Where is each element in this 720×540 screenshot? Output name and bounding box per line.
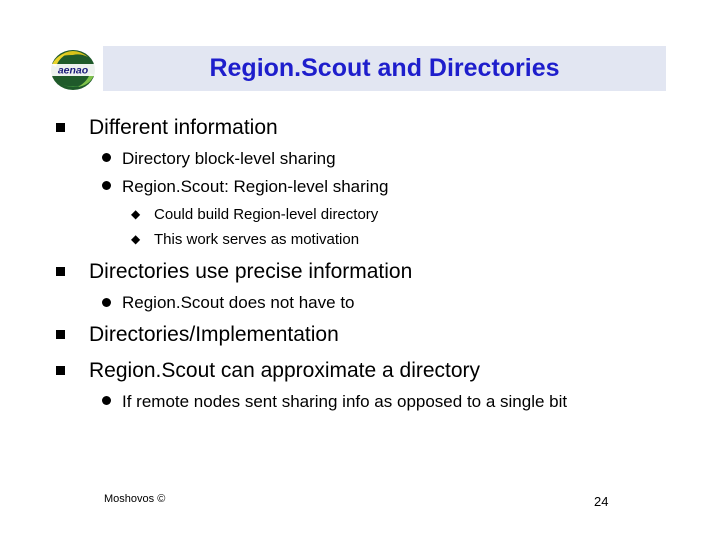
footer-author: Moshovos © [104,493,166,505]
round-bullet-icon [102,298,111,307]
round-bullet-icon [102,153,111,162]
square-bullet-icon [56,330,65,339]
square-bullet-icon [56,366,65,375]
slide-title: Region.Scout and Directories [209,54,560,82]
bullet-remote-nodes: If remote nodes sent sharing info as opposed to a single bit [122,392,568,411]
bullet-regionscout-approximate: Region.Scout can approximate a directory [89,359,481,382]
bullet-directories-precise: Directories use precise information [89,260,413,283]
diamond-bullet-icon: ◆ [131,232,141,246]
round-bullet-icon [102,181,111,190]
bullet-regionscout-not-have: Region.Scout does not have to [122,293,355,312]
page-number: 24 [594,494,609,509]
aenao-logo [46,47,100,93]
bullet-directories-implementation: Directories/Implementation [89,323,339,346]
bullet-directory-block-level: Directory block-level sharing [122,149,336,168]
bullet-regionscout-region-level: Region.Scout: Region-level sharing [122,177,389,196]
bullet-this-work: This work serves as motivation [154,231,360,248]
bullet-could-build: Could build Region-level directory [154,206,379,223]
round-bullet-icon [102,396,111,405]
diamond-bullet-icon: ◆ [131,207,141,221]
square-bullet-icon [56,267,65,276]
bullet-different-information: Different information [89,116,278,139]
logo-text: aenao [57,64,89,77]
square-bullet-icon [56,123,65,132]
